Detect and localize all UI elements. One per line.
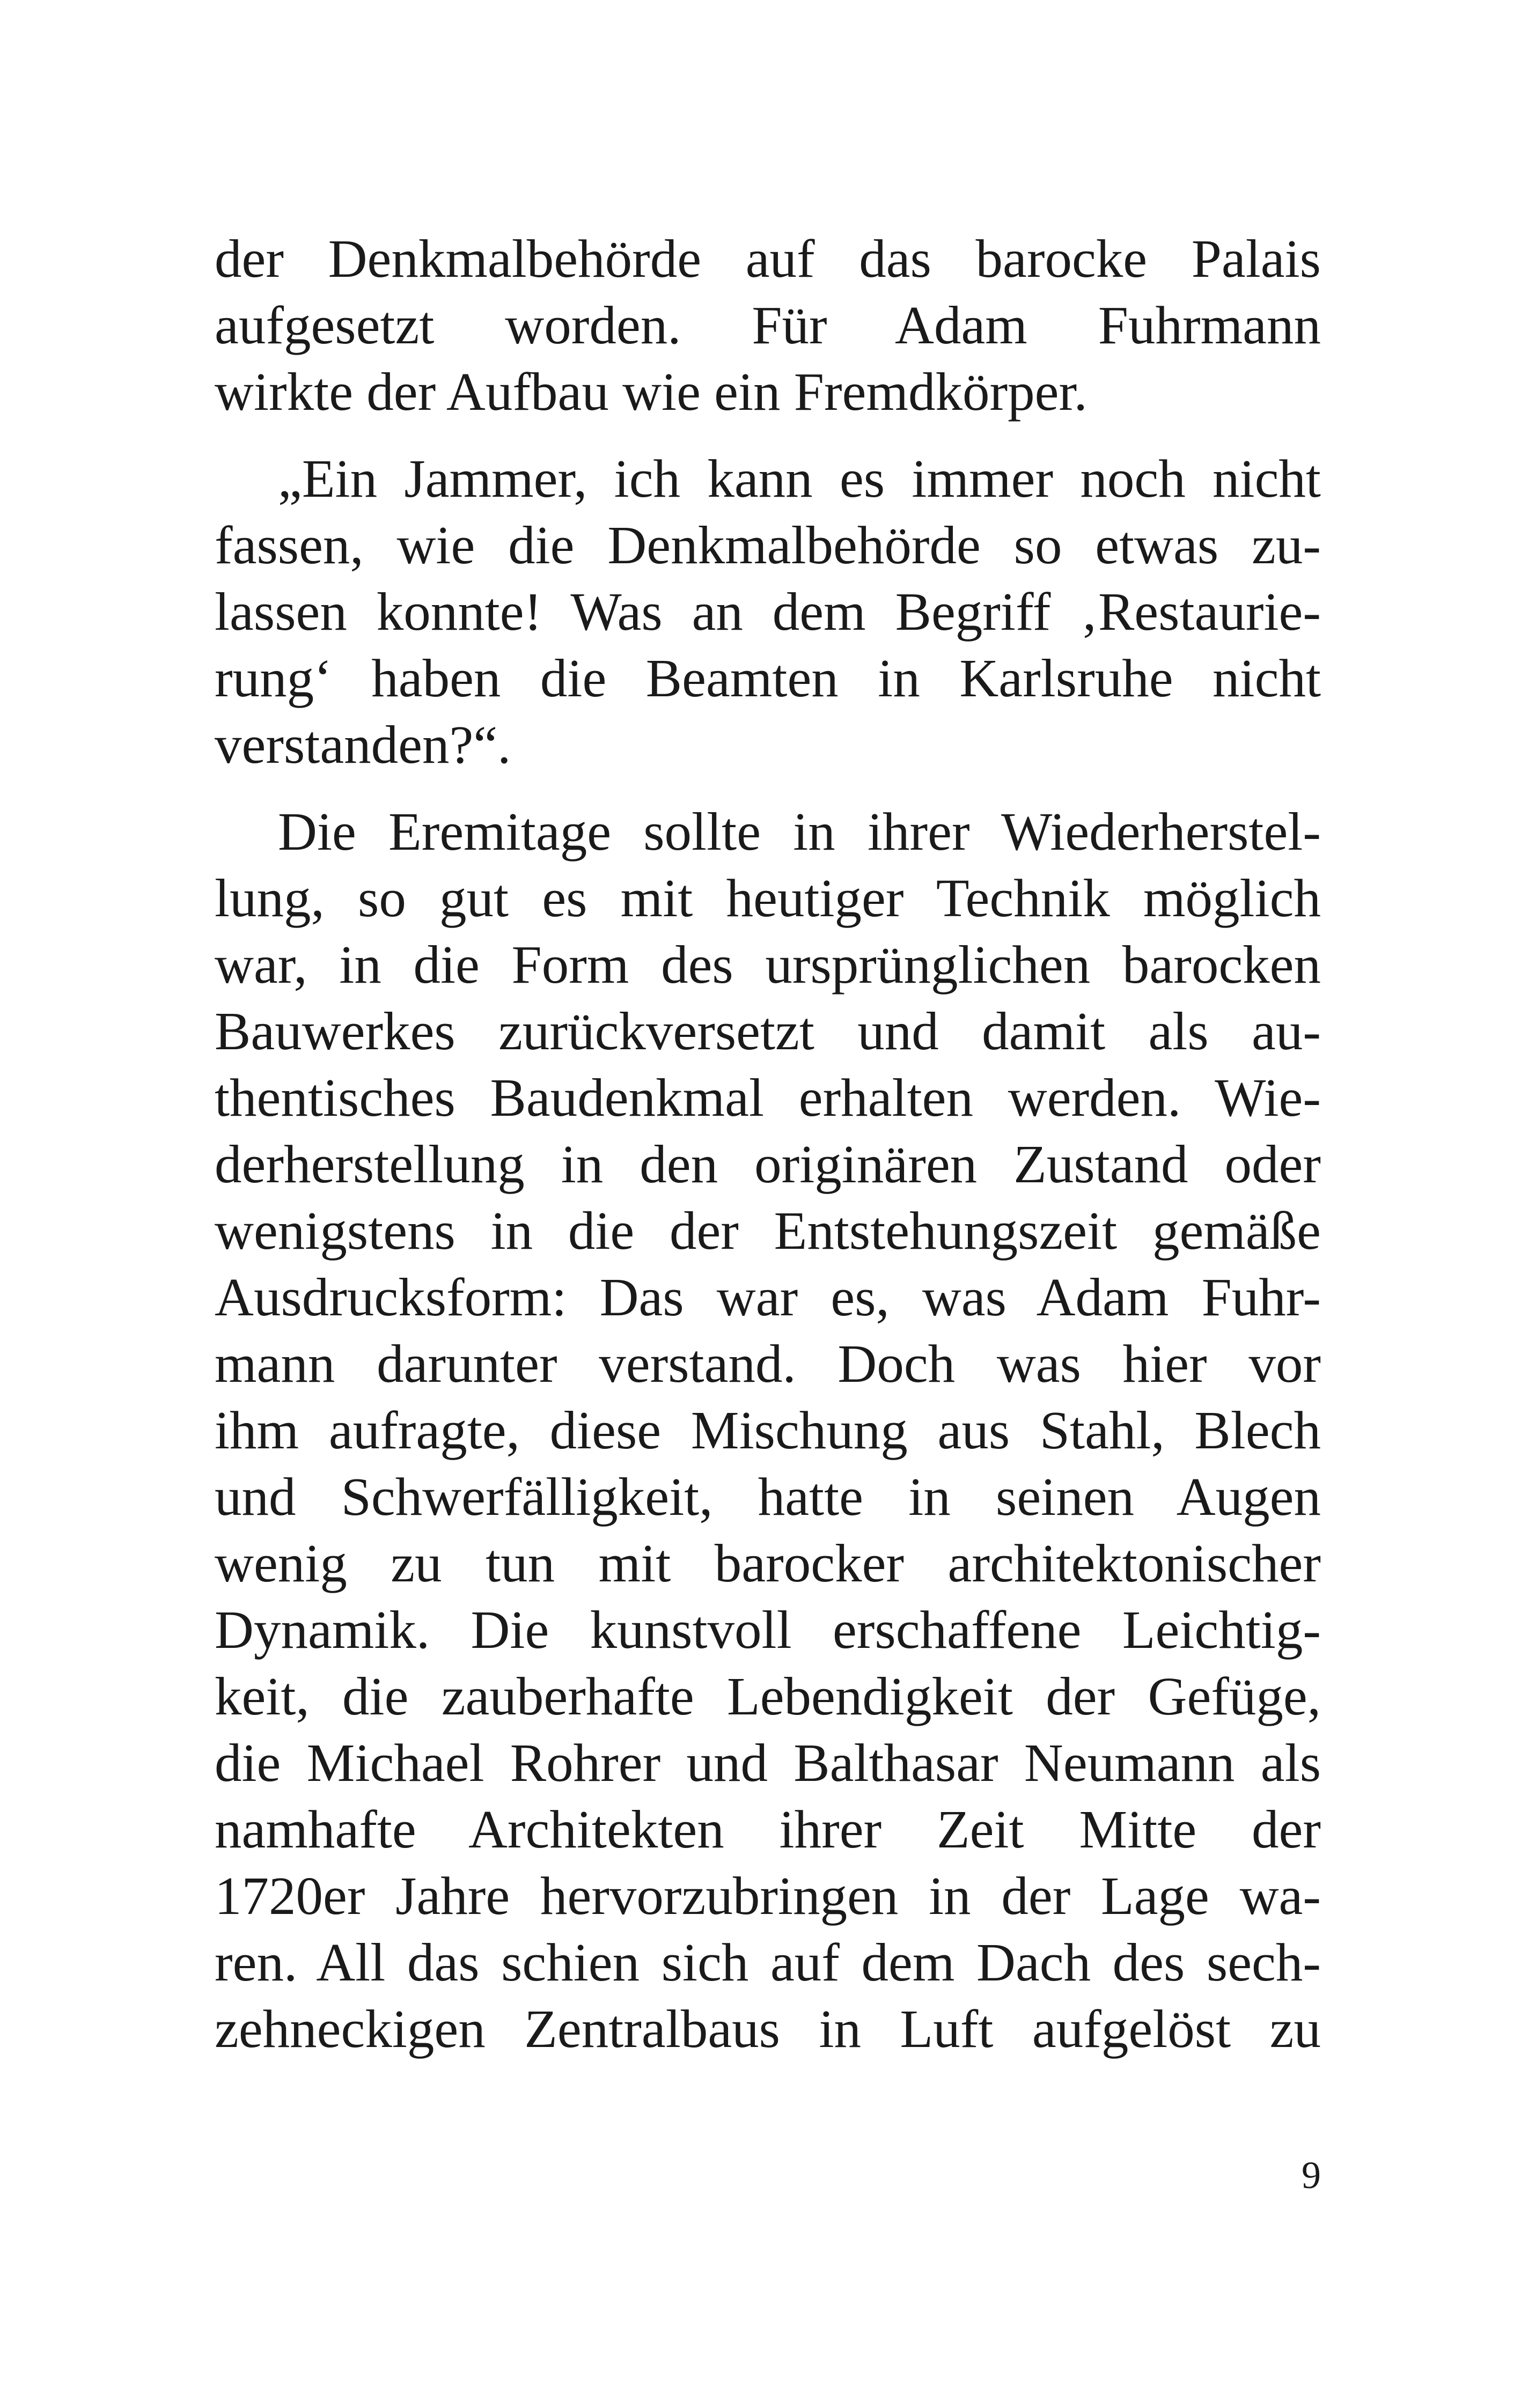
text-line: fassen, wie die Denkmalbehörde so etwas zu- [215,515,1321,575]
text-line: namhafte Architekten ihrer Zeit Mitte der [215,1799,1321,1859]
text-line: keit, die zauberhafte Lebendigkeit der Gefüge, [215,1666,1321,1726]
text-line: ihm aufragte, diese Mischung aus Stahl, Blech [215,1400,1321,1460]
paragraph [215,798,1321,2062]
text-line: 1720er Jahre hervorzubringen in der Lage wa- [215,1866,1321,1926]
text-line: die Michael Rohrer und Balthasar Neumann als [215,1733,1321,1793]
text-line: Ausdrucksform: Das war es, was Adam Fuhr- [215,1267,1321,1327]
text-line: thentisches Baudenkmal erhalten werden. Wie- [215,1067,1321,1128]
text-line: zehneckigen Zentralbaus in Luft aufgelöst zu [215,1999,1321,2059]
body-text [215,225,1321,2062]
paragraph [215,225,1321,425]
text-line: wenig zu tun mit barocker architektonischer [215,1533,1321,1593]
text-line: mann darunter verstand. Doch was hier vor [215,1334,1321,1394]
text-line: lassen konnte! Was an dem Begriff ‚Restaurie- [215,581,1321,642]
text-line: wenigstens in die der Entstehungszeit gemäße [215,1201,1321,1261]
text-line: verstanden?“. [215,715,511,775]
text-line: der Denkmalbehörde auf das barocke Palais [215,229,1321,289]
text-line: „Ein Jammer, ich kann es immer noch nicht [278,448,1321,509]
text-line: derherstellung in den originären Zustand oder [215,1134,1321,1194]
text-line: aufgesetzt worden. Für Adam Fuhrmann [215,295,1321,355]
text-line: und Schwerfälligkeit, hatte in seinen Augen [215,1467,1321,1527]
text-line: Dynamik. Die kunstvoll erschaffene Leichtig- [215,1600,1321,1660]
page-number: 9 [1302,2154,1321,2197]
text-line: rung‘ haben die Beamten in Karlsruhe nicht [215,648,1321,708]
text-line: Bauwerkes zurückversetzt und damit als au- [215,1001,1321,1061]
text-line: lung, so gut es mit heutiger Technik möglich [215,868,1321,928]
text-line: Die Eremitage sollte in ihrer Wiederherstel- [278,801,1321,861]
text-line: ren. All das schien sich auf dem Dach des sech- [215,1932,1321,1992]
paragraph [215,445,1321,778]
text-line: wirkte der Aufbau wie ein Fremdkörper. [215,362,1088,422]
text-line: war, in die Form des ursprünglichen barocken [215,934,1321,995]
